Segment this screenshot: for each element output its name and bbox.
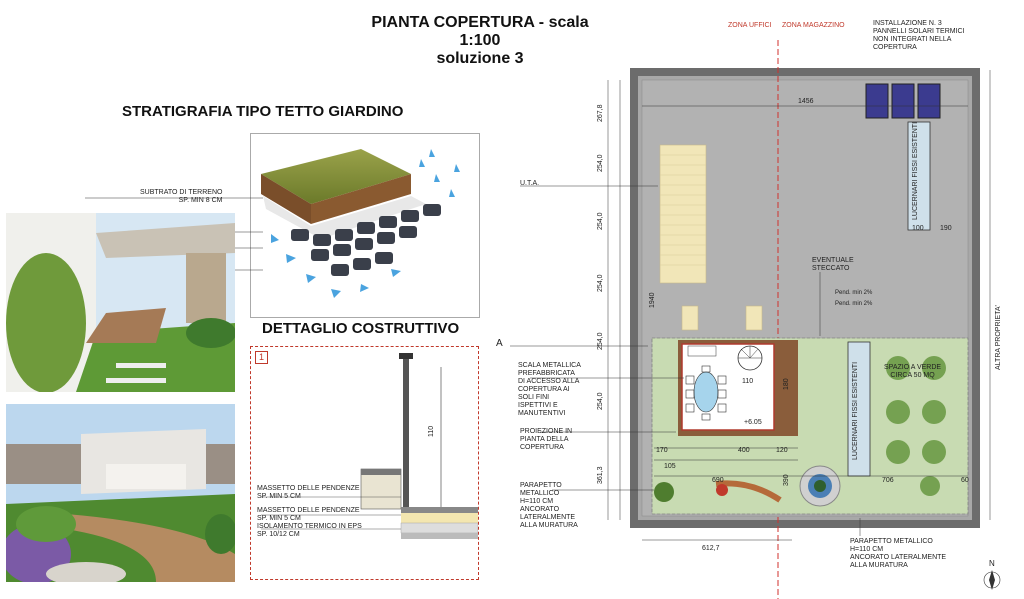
altra-proprieta-label: ALTRA PROPRIETA' [995,305,1002,370]
dim-254e: 254,0 [597,392,604,410]
scala-label: SCALA METALLICA PREFABBRICATA DI ACCESSO ALLA COPERTURA AI SOLI FINI ISPETTIVI E MANUTENTIVI [518,362,581,417]
dim-390: 390 [783,474,790,486]
stratigrafia-title: STRATIGRAFIA TIPO TETTO GIARDINO [122,103,404,120]
dim-180: 180 [783,378,790,390]
elevation-label: +6.05 [744,419,762,426]
page-title-line1: PIANTA COPERTURA - scala 1:100 [371,14,589,49]
dim-170: 170 [656,447,668,454]
eventuale-steccato-label: EVENTUALE STECCATO [812,257,854,272]
dim-612: 612,7 [702,545,720,552]
dim-120: 120 [776,447,788,454]
dim-1940: 1940 [649,292,656,308]
north-label: N [989,559,995,568]
dim-690: 690 [712,477,724,484]
dim-254b: 254,0 [597,212,604,230]
skylight-top-label: LUCERNARI FISSI ESISTENTI [912,121,919,220]
detail-label-1: MASSETTO DELLE PENDENZE SP. MIN 5 CM [257,485,360,500]
detail-label-3: ISOLAMENTO TERMICO IN EPS SP. 10/12 CM [257,523,362,538]
green-roof-layers-illustration [250,133,480,318]
dettaglio-title: DETTAGLIO COSTRUTTIVO [262,320,460,337]
dim-400: 400 [738,447,750,454]
section-mark: A [496,338,503,349]
dim-110: 110 [742,378,754,385]
dim-361: 361,3 [597,466,604,484]
zone-uffici-label: ZONA UFFICI [728,22,772,29]
dim-254d: 254,0 [597,332,604,350]
pendenza-2-label: Pend. min 2% [835,301,873,307]
pendenza-1-label: Pend. min 2% [835,290,873,296]
detail-number-badge: 1 [255,351,268,364]
dim-105: 105 [664,463,676,470]
garden-gazebo-photo [6,404,235,582]
construction-detail [250,346,479,580]
spazio-verde-label: SPAZIO A VERDE CIRCA 50 MQ [884,364,942,379]
dim-254c: 254,0 [597,274,604,292]
parapetto-left-label: PARAPETTO METALLICO H=110 CM ANCORATO LATERALMENTE ALLA MURATURA [520,482,578,529]
dim-706: 706 [882,477,894,484]
substrate-label: SUBTRATO DI TERRENO SP. MIN 8 CM [140,189,223,204]
uta-label: U.T.A. [520,180,540,187]
skylight-bottom-label: LUCERNARI FISSI ESISTENTI [852,361,859,460]
detail-label-2: MASSETTO DELLE PENDENZE SP. MIN 5 CM [257,507,360,522]
dim-267: 267,8 [597,104,604,122]
pergola-terrace-photo [6,213,235,392]
page-title-line2: soluzione 3 [436,50,524,67]
installazione-label: INSTALLAZIONE N. 3 PANNELLI SOLARI TERMICI NON INTEGRATI NELLA COPERTURA [873,20,965,51]
detail-dim-text: 110 [428,425,435,437]
dim-60: 60 [961,477,969,484]
dim-254a: 254,0 [597,154,604,172]
zone-magazzino-label: ZONA MAGAZZINO [782,22,845,29]
dim-190: 190 [940,225,952,232]
parapetto-bottom-label: PARAPETTO METALLICO H=110 CM ANCORATO LATERALMENTE ALLA MURATURA [850,538,947,569]
dim-1456: 1456 [798,98,814,105]
dim-100: 100 [912,225,924,232]
proiezione-label: PROIEZIONE IN PIANTA DELLA COPERTURA [520,428,573,451]
